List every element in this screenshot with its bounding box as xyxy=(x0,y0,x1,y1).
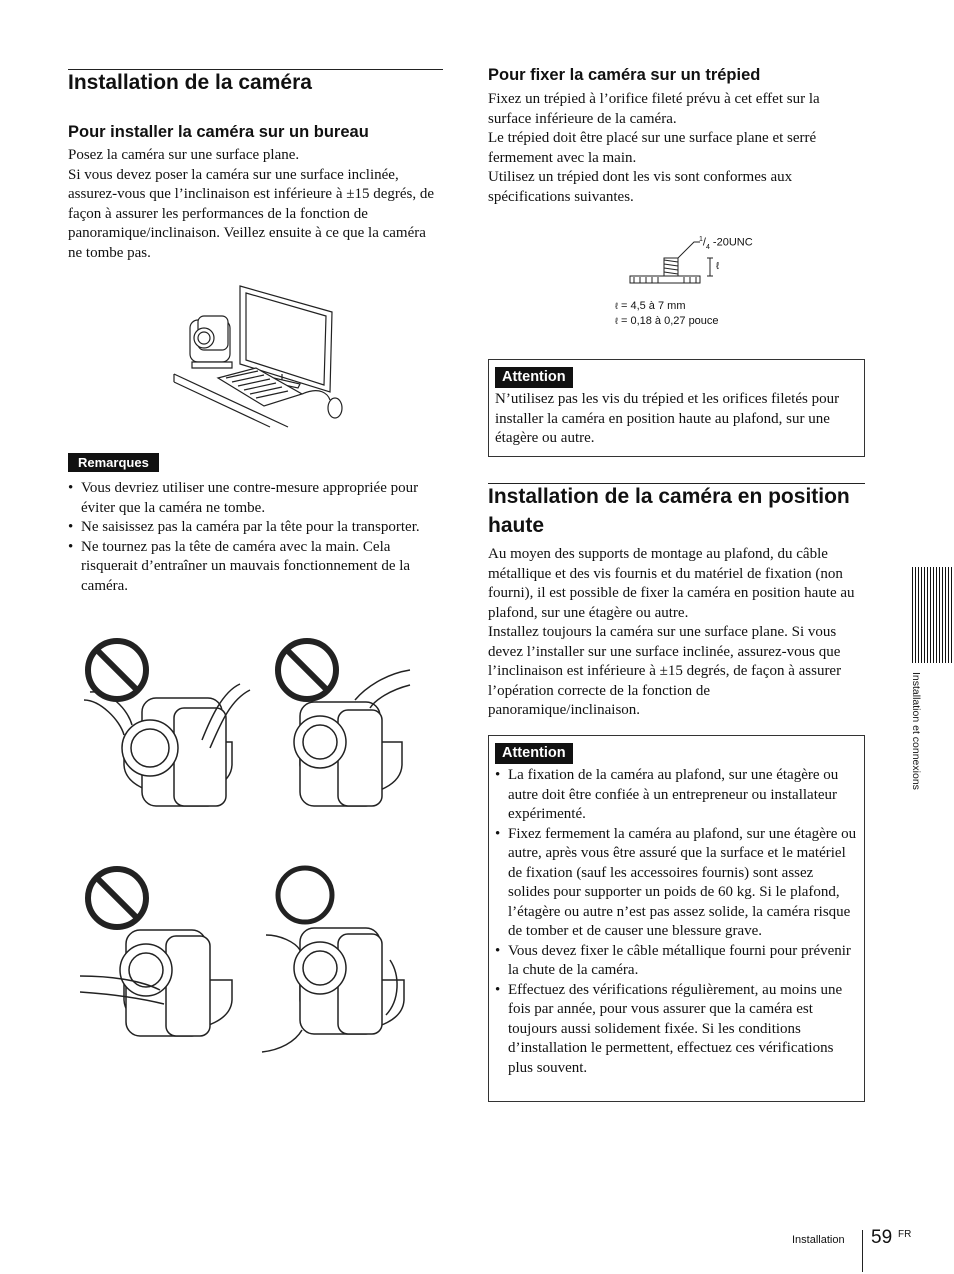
page-number: 59 xyxy=(871,1227,893,1248)
thread-spec: -20UNC xyxy=(709,236,753,249)
ok-circle-icon xyxy=(278,868,332,922)
side-tab-label: Installation et connexions xyxy=(910,672,922,790)
prohibition-icon xyxy=(278,641,336,699)
fraction-num: 1 xyxy=(699,236,703,243)
spec-mm: = 4,5 à 7 mm xyxy=(617,300,686,312)
desk-text xyxy=(68,146,443,263)
camera-on-desk-illustration xyxy=(170,282,360,430)
list-item: • Vous devriez utiliser une contre-mesure appropriée pour éviter que la caméra ne tombe. xyxy=(68,479,444,518)
camera-handling-illustrations xyxy=(80,630,415,1065)
desk-paragraph: Si vous devez poser la caméra sur une surface inclinée, assurez-vous que l’inclinaison est inférieure à ±15 degrés, de façon à assurer les performances de la fonction de panoramique/inclinaison. Veillez ensuite à ce que la caméra ne tombe pas. xyxy=(68,166,435,261)
list-item: • Ne tournez pas la tête de caméra avec la main. Cela risquerait d’entraîner un mauvais fonctionnement de la caméra. xyxy=(68,538,444,597)
attention-list xyxy=(495,766,857,1078)
tripod-paragraph: Fixez un trépied à l’orifice fileté prévu à cet effet sur la surface inférieure de la caméra. xyxy=(488,91,820,127)
attention-box-ceiling xyxy=(488,735,865,1102)
desk-paragraph: Posez la caméra sur une surface plane. xyxy=(68,147,300,163)
tripod-heading: Pour fixer la caméra sur un trépied xyxy=(488,66,761,84)
tripod-paragraph: Le trépied doit être placé sur une surface plane et serré fermement avec la main. xyxy=(488,130,817,166)
high-position-text xyxy=(488,545,864,721)
list-item: • La fixation de la caméra au plafond, sur une étagère ou autre doit être confiée à un entrepreneur ou installateur expérimenté. xyxy=(495,766,857,825)
tripod-screw-diagram xyxy=(612,232,802,332)
attention-tag: Attention xyxy=(495,743,573,764)
list-item: • Ne saisissez pas la caméra par la tête pour la transporter. xyxy=(68,518,444,538)
spec-inch-line xyxy=(615,314,719,329)
length-symbol: ℓ xyxy=(615,301,618,311)
remarques-tag: Remarques xyxy=(68,453,159,472)
section-title-high-position: Installation de la caméra en position haute xyxy=(488,485,850,537)
length-symbol: ℓ xyxy=(615,316,618,326)
tripod-text xyxy=(488,90,864,207)
footer-section: Installation xyxy=(792,1234,845,1246)
attention-text: N’utilisez pas les vis du trépied et les orifices filetés pour installer la caméra en position haute au plafond, sur une étagère ou autre. xyxy=(495,391,840,446)
side-tab-label-wrap xyxy=(910,672,924,812)
attention-tag: Attention xyxy=(495,367,573,388)
spec-mm-line xyxy=(615,299,719,314)
attention-box-tripod xyxy=(488,359,865,457)
screw-length-specs xyxy=(615,299,719,329)
language-code: FR xyxy=(898,1229,912,1240)
attention-label xyxy=(495,367,573,388)
list-item: • Fixez fermement la caméra au plafond, sur une étagère ou autre, après vous être assuré que la surface et le matériel de fixation (sauf les accessoires fournis) sont assez solides pour supporter un poids de 60 kg. Si le plafond, l’étagère ou autre n’est pas assez solide, la caméra risque de tomber et de causer une blessure grave. xyxy=(495,825,857,942)
tripod-paragraph: Utilisez un trépied dont les vis sont conformes aux spécifications suivantes. xyxy=(488,169,793,205)
list-item: • Effectuez des vérifications régulièrement, au moins une fois par année, pour vous assurer que la caméra est toujours aussi solidement fixée. Si les conditions d’installation le permettent, effectuez ces vérifications plus souvent. xyxy=(495,981,857,1079)
list-item: • Vous devez fixer le câble métallique fourni pour prévenir la chute de la caméra. xyxy=(495,942,857,981)
side-tab-stripes xyxy=(912,567,954,663)
high-paragraph: Au moyen des supports de montage au plafond, du câble métallique et des vis fournis et du matériel de fixation (non fourni), il est possible de fixer la caméra en position haute au plafond, sur une étagère ou autre. xyxy=(488,546,855,621)
prohibition-icon xyxy=(88,869,146,927)
fraction-den: 4 xyxy=(705,243,710,251)
section-title-installation: Installation de la caméra xyxy=(68,71,312,94)
remarques-label xyxy=(68,453,159,472)
high-paragraph: Installez toujours la caméra sur une surface plane. Si vous devez l’installer sur une surface inclinée, assurez-vous que l’inclinaison est inférieure à ±15 degrés, de façon à assurer l’opération correcte de la fonction de panoramique/inclinaison. xyxy=(488,624,842,718)
desk-heading: Pour installer la caméra sur un bureau xyxy=(68,123,369,141)
attention-label xyxy=(495,743,573,764)
thread-spec-label: $^1/_4$ -20UNC xyxy=(699,236,753,251)
length-symbol: ℓ xyxy=(716,261,720,272)
remarques-list xyxy=(68,479,444,596)
spec-inch: = 0,18 à 0,27 pouce xyxy=(617,315,719,327)
prohibition-icon xyxy=(88,641,146,699)
footer-divider xyxy=(862,1230,863,1272)
